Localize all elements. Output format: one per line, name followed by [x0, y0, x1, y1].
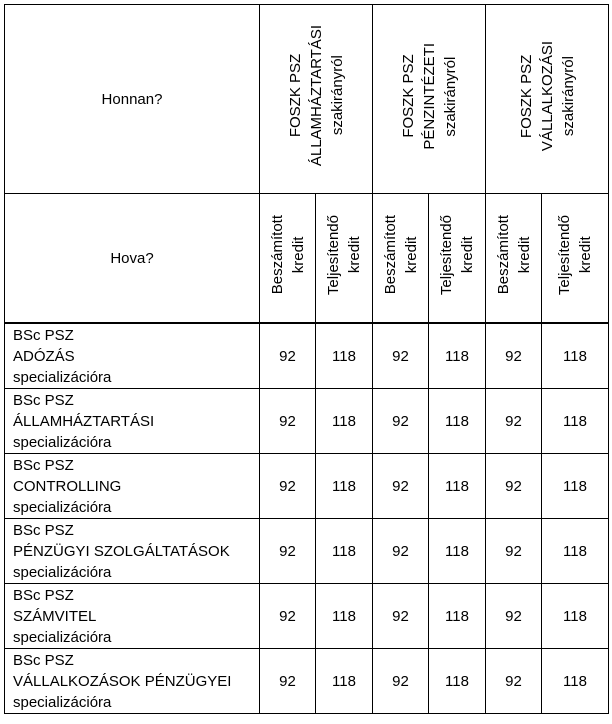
remaining-credit-cell: 118: [429, 519, 486, 584]
remaining-credit-cell: 118: [316, 389, 373, 454]
remaining-credit-cell: 118: [542, 454, 609, 519]
row-label: BSc PSZ ADÓZÁS specializációra: [5, 323, 260, 389]
accepted-credit-cell: 92: [260, 519, 316, 584]
row-label: BSc PSZ PÉNZÜGYI SZOLGÁLTATÁSOK specializációra: [5, 519, 260, 584]
accepted-credit-cell: 92: [260, 584, 316, 649]
accepted-credit-header: [373, 194, 429, 324]
source-header-vallalkozasi: [486, 5, 609, 194]
accepted-credit-cell: 92: [486, 519, 542, 584]
remaining-credit-cell: 118: [542, 389, 609, 454]
accepted-credit-cell: 92: [486, 323, 542, 389]
from-label: Honnan?: [5, 5, 260, 194]
credit-header-row: [5, 194, 609, 324]
row-label: BSc PSZ ÁLLAMHÁZTARTÁSI specializációra: [5, 389, 260, 454]
remaining-credit-cell: 118: [316, 584, 373, 649]
remaining-credit-cell: 118: [316, 649, 373, 714]
remaining-credit-cell: 118: [429, 584, 486, 649]
accepted-credit-header: [260, 194, 316, 324]
table-row: [5, 584, 609, 649]
remaining-credit-cell: 118: [542, 649, 609, 714]
table-row: [5, 649, 609, 714]
table-row: [5, 519, 609, 584]
accepted-credit-cell: 92: [260, 389, 316, 454]
row-label: BSc PSZ CONTROLLING specializációra: [5, 454, 260, 519]
accepted-credit-cell: 92: [373, 649, 429, 714]
remaining-credit-cell: 118: [316, 519, 373, 584]
credit-label: Teljesítendő kredit: [325, 214, 363, 296]
table-row: [5, 389, 609, 454]
source-label: FOSZK PSZ PÉNZINTÉZETI szakirányról: [399, 42, 459, 150]
remaining-credit-header: [542, 194, 609, 324]
accepted-credit-cell: 92: [486, 454, 542, 519]
remaining-credit-cell: 118: [542, 519, 609, 584]
accepted-credit-cell: 92: [373, 454, 429, 519]
credit-label: Teljesítendő kredit: [438, 214, 476, 296]
accepted-credit-header: [486, 194, 542, 324]
accepted-credit-cell: 92: [486, 389, 542, 454]
row-label: BSc PSZ VÁLLALKOZÁSOK PÉNZÜGYEI specializációra: [5, 649, 260, 714]
remaining-credit-cell: 118: [542, 323, 609, 389]
accepted-credit-cell: 92: [373, 323, 429, 389]
remaining-credit-header: [316, 194, 373, 324]
to-label: Hova?: [5, 194, 260, 324]
row-label: BSc PSZ SZÁMVITEL specializációra: [5, 584, 260, 649]
remaining-credit-cell: 118: [429, 323, 486, 389]
accepted-credit-cell: 92: [486, 649, 542, 714]
source-label: FOSZK PSZ ÁLLAMHÁZTARTÁSI szakirányról: [286, 25, 346, 167]
accepted-credit-cell: 92: [373, 584, 429, 649]
accepted-credit-cell: 92: [373, 519, 429, 584]
credit-label: Beszámított kredit: [494, 215, 533, 295]
remaining-credit-cell: 118: [316, 454, 373, 519]
remaining-credit-cell: 118: [429, 649, 486, 714]
credit-equivalence-table: [4, 4, 609, 714]
source-header-row: [5, 5, 609, 194]
accepted-credit-cell: 92: [260, 649, 316, 714]
remaining-credit-header: [429, 194, 486, 324]
credit-label: Beszámított kredit: [381, 215, 420, 295]
remaining-credit-cell: 118: [316, 323, 373, 389]
remaining-credit-cell: 118: [429, 454, 486, 519]
accepted-credit-cell: 92: [486, 584, 542, 649]
source-label: FOSZK PSZ VÁLLALKOZÁSI szakirányról: [517, 40, 577, 152]
remaining-credit-cell: 118: [542, 584, 609, 649]
table-row: [5, 454, 609, 519]
credit-label: Teljesítendő kredit: [556, 214, 594, 296]
remaining-credit-cell: 118: [429, 389, 486, 454]
source-header-penzintezeti: [373, 5, 486, 194]
accepted-credit-cell: 92: [260, 454, 316, 519]
accepted-credit-cell: 92: [373, 389, 429, 454]
table-row: [5, 323, 609, 389]
credit-label: Beszámított kredit: [268, 215, 307, 295]
source-header-allamhaztartasi: [260, 5, 373, 194]
accepted-credit-cell: 92: [260, 323, 316, 389]
